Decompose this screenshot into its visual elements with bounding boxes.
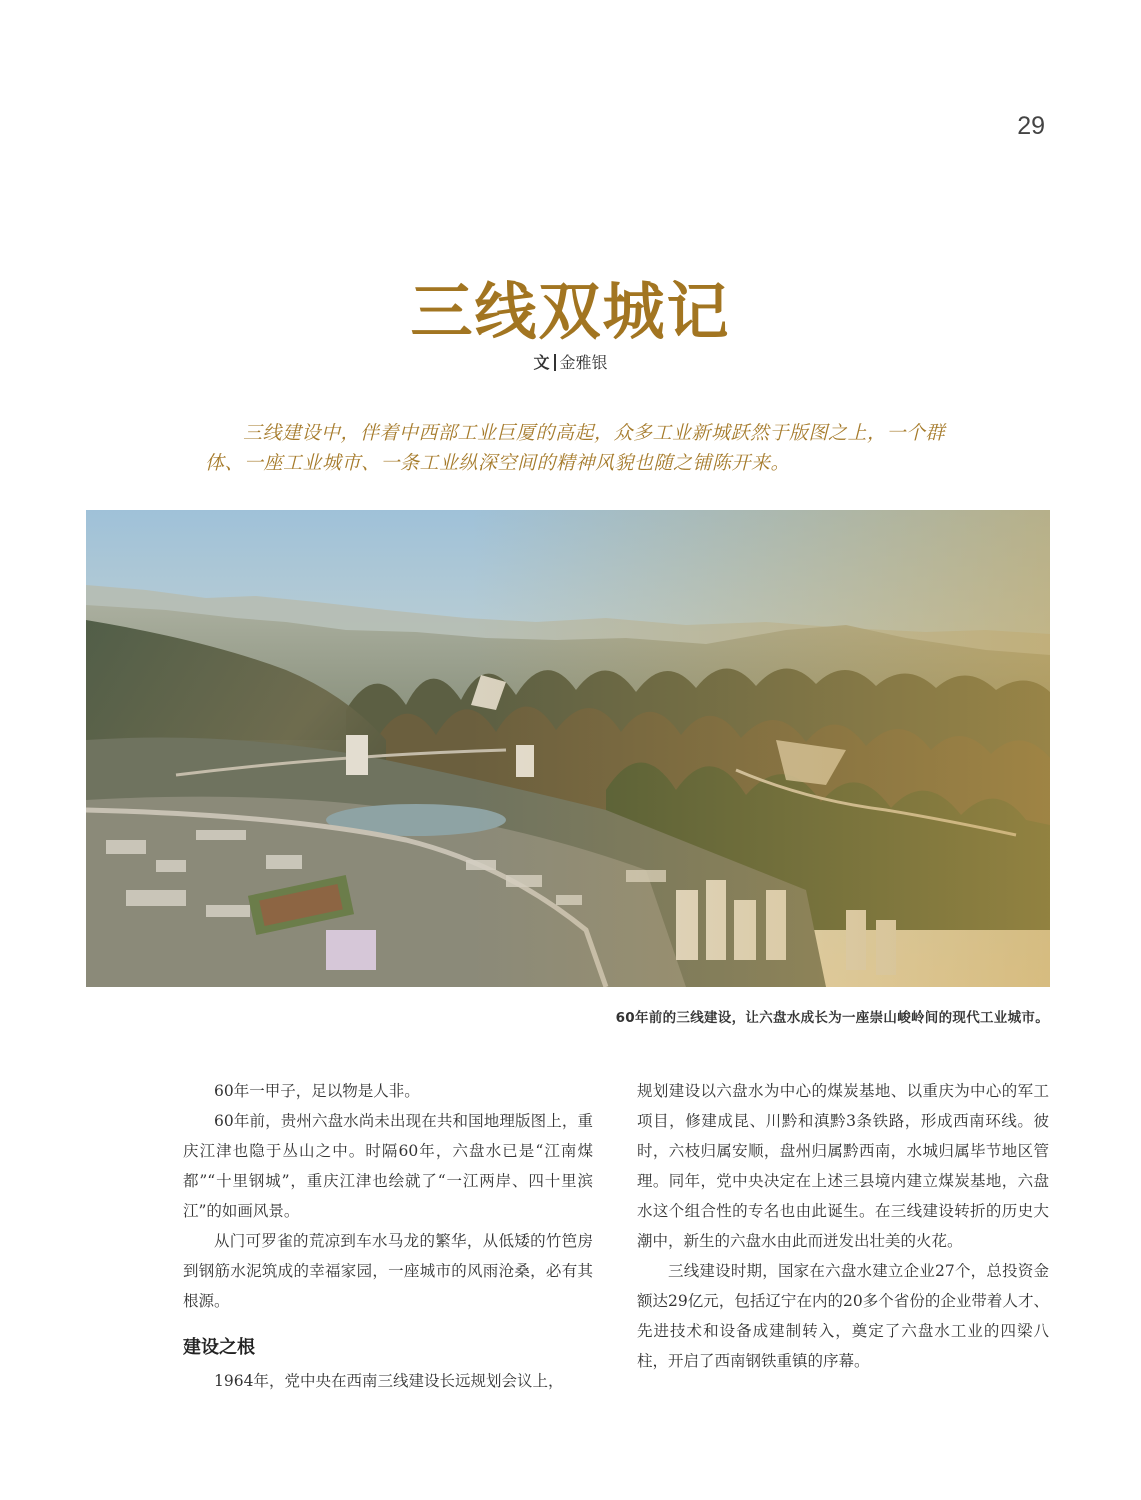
section-heading: 建设之根: [183, 1337, 255, 1358]
body-column-left: [183, 1076, 593, 1396]
article-title: 三线双城记: [410, 275, 731, 348]
body-column-right: [637, 1076, 1049, 1376]
paragraph: 三线建设时期，国家在六盘水建立企业27个，总投资金额达29亿元，包括辽宁在内的20多个省份的企业带着人才、先进技术和设备成建制转入，奠定了六盘水工业的四梁八柱，开启了西南钢铁重镇的序幕。: [637, 1262, 1049, 1370]
paragraph: 规划建设以六盘水为中心的煤炭基地、以重庆为中心的军工项目，修建成昆、川黔和滇黔3条铁路，形成西南环线。彼时，六枝归属安顺，盘州归属黔西南，水城归属毕节地区管理。同年，党中央决定在上述三县境内建立煤炭基地，六盘水这个组合性的专名也由此诞生。在三线建设转折的历史大潮中，新生的六盘水由此而迸发出壮美的火花。: [637, 1082, 1049, 1250]
aerial-photo: [86, 510, 1050, 987]
paragraph: 60年一甲子，足以物是人非。: [214, 1082, 420, 1100]
byline: [0, 350, 1141, 373]
paragraph: 1964年，党中央在西南三线建设长远规划会议上，: [214, 1372, 564, 1390]
page-number: 29: [1017, 112, 1045, 140]
paragraph: 从门可罗雀的荒凉到车水马龙的繁华，从低矮的竹笆房到钢筋水泥筑成的幸福家园，一座城市的风雨沧桑，必有其根源。: [183, 1232, 593, 1310]
byline-author: 金雅银: [559, 353, 608, 372]
byline-label: 文: [533, 353, 550, 372]
paragraph: 60年前，贵州六盘水尚未出现在共和国地理版图上，重庆江津也隐于丛山之中。时隔60年，六盘水已是“江南煤都”“十里钢城”，重庆江津也绘就了“一江两岸、四十里滨江”的如画风景。: [183, 1112, 593, 1220]
photo-caption: 60年前的三线建设，让六盘水成长为一座崇山峻岭间的现代工业城市。: [615, 1010, 1049, 1026]
article-lede: 三线建设中，伴着中西部工业巨厦的高起，众多工业新城跃然于版图之上，一个群体、一座工业城市、一条工业纵深空间的精神风貌也随之铺陈开来。: [205, 422, 946, 474]
byline-divider: [554, 354, 556, 371]
